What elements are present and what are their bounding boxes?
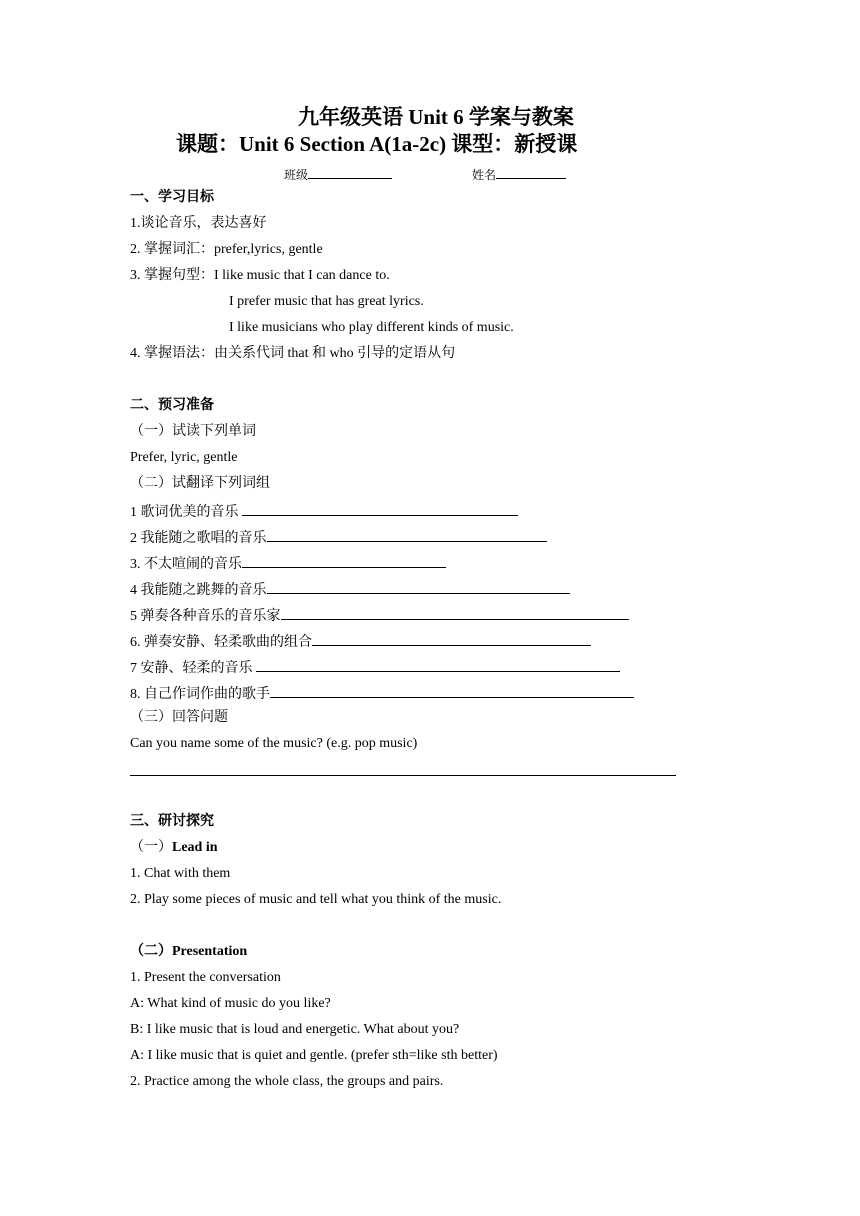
phrase-item xyxy=(130,657,620,678)
phrase-text: 1 歌词优美的音乐 xyxy=(130,505,242,520)
phrase-blank[interactable] xyxy=(267,579,570,594)
phrase-text: 7 安静、轻柔的音乐 xyxy=(130,661,256,676)
objective-item: 2. 掌握词汇：prefer,lyrics, gentle xyxy=(130,242,323,257)
presentation-item: 2. Practice among the whole class, the groups and pairs. xyxy=(130,1074,444,1089)
presentation-item: A: I like music that is quiet and gentle. (prefer sth=like sth better) xyxy=(130,1048,498,1063)
phrase-text: 2 我能随之歌唱的音乐 xyxy=(130,531,267,546)
phrase-item xyxy=(130,579,570,600)
phrase-text: 4 我能随之跳舞的音乐 xyxy=(130,583,267,598)
phrase-item xyxy=(130,631,591,652)
phrase-blank[interactable] xyxy=(242,553,446,568)
objective-item: 1.谈论音乐，表达喜好 xyxy=(130,216,267,231)
phrase-blank[interactable] xyxy=(270,683,634,698)
phrase-text: 5 弹奏各种音乐的音乐家 xyxy=(130,609,281,624)
subsection-title: Presentation xyxy=(172,944,248,959)
objective-item: 4. 掌握语法：由关系代词 that 和 who 引导的定语从句 xyxy=(130,346,456,361)
name-label: 姓名 xyxy=(472,168,497,182)
presentation-item: B: I like music that is loud and energetic. What about you? xyxy=(130,1022,460,1037)
presentation-item: A: What kind of music do you like? xyxy=(130,996,331,1011)
objective-item: I prefer music that has great lyrics. xyxy=(229,294,424,309)
answer-line[interactable] xyxy=(130,775,676,776)
phrase-blank[interactable] xyxy=(281,605,629,620)
class-blank[interactable] xyxy=(308,164,392,179)
objective-item: I like musicians who play different kinds of music. xyxy=(229,320,514,335)
subsection-heading: （二）试翻译下列词组 xyxy=(130,476,270,491)
title-line-2: 课题：Unit 6 Section A(1a-2c) 课型：新授课 xyxy=(176,132,578,156)
subsection-title: Lead in xyxy=(172,840,218,855)
phrase-text: 8. 自己作词作曲的歌手 xyxy=(130,687,270,702)
subsection-heading: （三）回答问题 xyxy=(130,710,228,725)
phrase-item xyxy=(130,683,634,704)
subsection-heading xyxy=(130,839,218,857)
phrase-text: 3. 不太喧闹的音乐 xyxy=(130,557,242,572)
class-field xyxy=(284,164,392,183)
phrase-blank[interactable] xyxy=(267,527,547,542)
name-blank[interactable] xyxy=(496,164,566,179)
question-text: Can you name some of the music? (e.g. pop music) xyxy=(130,736,418,751)
phrase-item xyxy=(130,501,518,522)
name-field xyxy=(472,164,566,183)
phrase-blank[interactable] xyxy=(256,657,620,672)
word-list: Prefer, lyric, gentle xyxy=(130,450,238,465)
phrase-item xyxy=(130,527,547,548)
subsection-heading: （一）试读下列单词 xyxy=(130,424,256,439)
lead-item: 1. Chat with them xyxy=(130,866,231,881)
phrase-blank[interactable] xyxy=(242,501,518,516)
subsection-prefix: （二） xyxy=(130,944,172,959)
subsection-heading xyxy=(130,943,247,961)
class-label: 班级 xyxy=(284,168,309,182)
lead-item: 2. Play some pieces of music and tell what you think of the music. xyxy=(130,892,502,907)
phrase-item xyxy=(130,605,629,626)
objective-item: 3. 掌握句型：I like music that I can dance to. xyxy=(130,268,390,283)
title-line-1: 九年级英语 Unit 6 学案与教案 xyxy=(298,105,574,129)
subsection-prefix: （一） xyxy=(130,840,172,855)
phrase-item xyxy=(130,553,446,574)
section3-heading: 三、研讨探究 xyxy=(130,814,214,829)
phrase-text: 6. 弹奏安静、轻柔歌曲的组合 xyxy=(130,635,312,650)
phrase-blank[interactable] xyxy=(312,631,591,646)
section1-heading: 一、学习目标 xyxy=(130,190,214,205)
section2-heading: 二、预习准备 xyxy=(130,398,214,413)
presentation-item: 1. Present the conversation xyxy=(130,970,281,985)
